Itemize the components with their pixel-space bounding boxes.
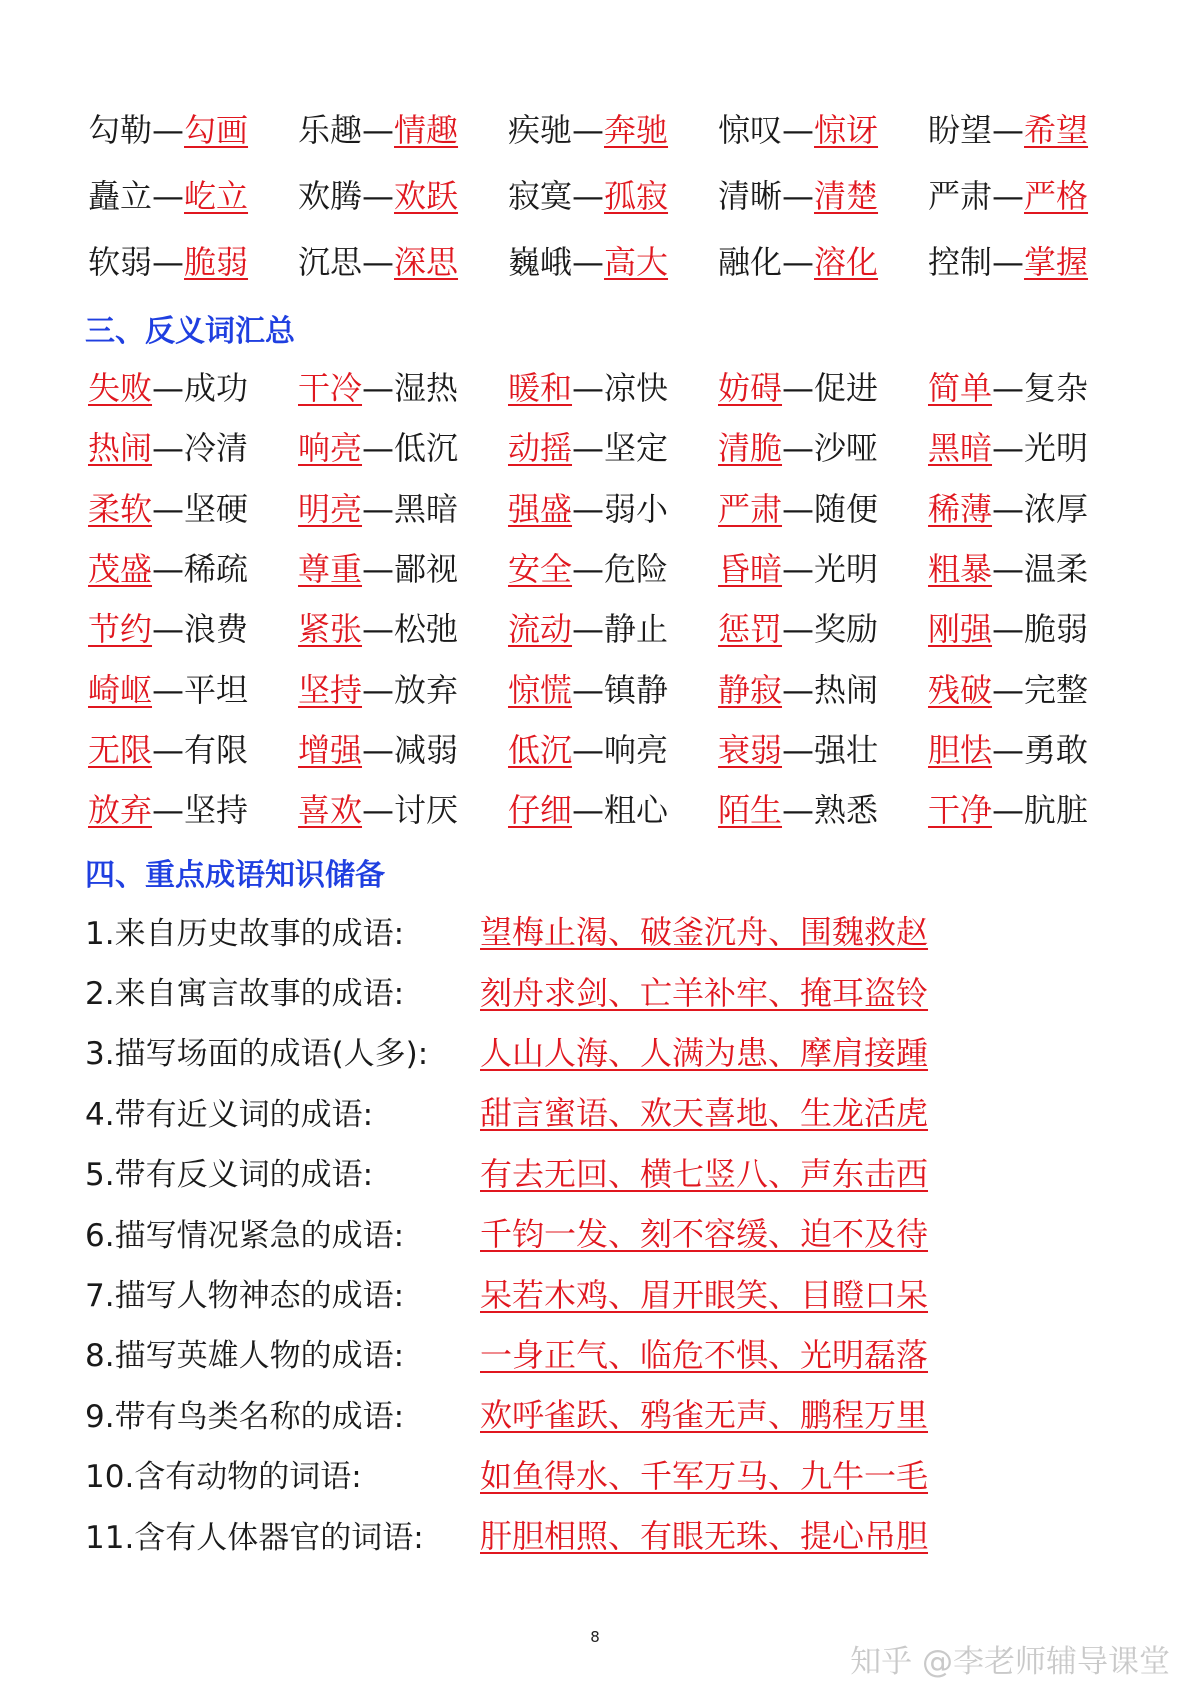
dash: — xyxy=(992,489,1025,528)
antonym-pair xyxy=(508,544,718,590)
idiom-item xyxy=(85,1504,1145,1564)
antonym-word: 坚硬 xyxy=(184,489,249,528)
idiom-category: 4.带有近义词的成语: xyxy=(85,1096,374,1133)
dash: — xyxy=(992,550,1025,589)
antonym-pair xyxy=(718,725,928,771)
idiom-item xyxy=(85,960,1145,1020)
idiom-examples: 人山人海、人满为患、摩肩接踵 xyxy=(480,1033,929,1072)
synonym-word: 高大 xyxy=(604,243,669,281)
word: 无限 xyxy=(88,730,153,769)
dash: — xyxy=(362,243,395,281)
word: 响亮 xyxy=(298,429,363,468)
synonym-pair xyxy=(88,237,298,283)
dash: — xyxy=(782,429,815,468)
antonym-word: 湿热 xyxy=(394,369,459,408)
antonym-pair xyxy=(88,785,298,831)
dash: — xyxy=(572,429,605,468)
word: 胆怯 xyxy=(928,730,993,769)
word: 动摇 xyxy=(508,429,573,468)
antonym-word: 减弱 xyxy=(394,730,459,769)
synonym-pair xyxy=(88,171,298,217)
dash: — xyxy=(782,489,815,528)
antonym-pair xyxy=(928,423,1138,469)
idiom-list xyxy=(85,900,1145,1564)
antonym-pair xyxy=(298,484,508,530)
synonym-pair xyxy=(298,105,508,151)
word: 惊叹 xyxy=(718,111,783,149)
idiom-item xyxy=(85,1202,1145,1262)
antonym-word: 鄙视 xyxy=(394,550,459,589)
synonym-pair xyxy=(298,171,508,217)
synonym-word: 清楚 xyxy=(814,177,879,215)
word: 强盛 xyxy=(508,489,573,528)
antonym-pair xyxy=(928,484,1138,530)
word: 严肃 xyxy=(718,489,783,528)
dash: — xyxy=(572,730,605,769)
synonym-word: 希望 xyxy=(1024,111,1089,149)
idiom-item xyxy=(85,900,1145,960)
word: 放弃 xyxy=(88,791,153,830)
idiom-item xyxy=(85,1444,1145,1504)
word: 衰弱 xyxy=(718,730,783,769)
word: 寂寞 xyxy=(508,177,573,215)
idiom-examples: 刻舟求剑、亡羊补牢、掩耳盗铃 xyxy=(480,973,929,1012)
idiom-category: 9.带有鸟类名称的成语: xyxy=(85,1398,405,1435)
antonym-word: 黑暗 xyxy=(394,489,459,528)
antonym-word: 光明 xyxy=(814,550,879,589)
word: 仔细 xyxy=(508,791,573,830)
antonym-pair xyxy=(928,665,1138,711)
word: 失败 xyxy=(88,369,153,408)
antonym-word: 危险 xyxy=(604,550,669,589)
antonym-word: 强壮 xyxy=(814,730,879,769)
dash: — xyxy=(362,111,395,149)
idiom-category: 5.带有反义词的成语: xyxy=(85,1157,374,1194)
antonym-row xyxy=(88,477,1148,537)
dash: — xyxy=(152,489,185,528)
antonym-pair xyxy=(718,665,928,711)
word: 静寂 xyxy=(718,670,783,709)
antonym-pair xyxy=(298,604,508,650)
synonym-row xyxy=(88,227,1148,293)
antonym-word: 温柔 xyxy=(1024,550,1089,589)
word: 茂盛 xyxy=(88,550,153,589)
word: 节约 xyxy=(88,610,153,649)
word: 控制 xyxy=(928,243,993,281)
word: 干冷 xyxy=(298,369,363,408)
word: 清晰 xyxy=(718,177,783,215)
dash: — xyxy=(362,791,395,830)
dash: — xyxy=(992,243,1025,281)
antonym-row xyxy=(88,537,1148,597)
antonym-word: 坚持 xyxy=(184,791,249,830)
word: 低沉 xyxy=(508,730,573,769)
antonym-pair xyxy=(508,484,718,530)
synonym-pair xyxy=(508,237,718,283)
idiom-item xyxy=(85,1383,1145,1443)
synonym-word: 奔驰 xyxy=(604,111,669,149)
word: 增强 xyxy=(298,730,363,769)
idiom-examples: 欢呼雀跃、鸦雀无声、鹏程万里 xyxy=(480,1396,929,1435)
antonym-row xyxy=(88,597,1148,657)
dash: — xyxy=(992,730,1025,769)
idiom-item xyxy=(85,1262,1145,1322)
synonym-word: 孤寂 xyxy=(604,177,669,215)
dash: — xyxy=(362,670,395,709)
word: 乐趣 xyxy=(298,111,363,149)
antonym-word: 促进 xyxy=(814,369,879,408)
antonym-row xyxy=(88,416,1148,476)
word: 紧张 xyxy=(298,610,363,649)
antonym-pair xyxy=(88,484,298,530)
dash: — xyxy=(572,550,605,589)
antonym-pair xyxy=(508,725,718,771)
synonym-pair xyxy=(88,105,298,151)
word: 崎岖 xyxy=(88,670,153,709)
dash: — xyxy=(572,243,605,281)
synonym-pair xyxy=(298,237,508,283)
word: 粗暴 xyxy=(928,550,993,589)
word: 惊慌 xyxy=(508,670,573,709)
dash: — xyxy=(782,111,815,149)
antonym-word: 松弛 xyxy=(394,610,459,649)
word: 清脆 xyxy=(718,429,783,468)
idiom-category: 10.含有动物的词语: xyxy=(85,1459,362,1496)
synonym-pair xyxy=(928,237,1138,283)
word: 矗立 xyxy=(88,177,153,215)
word: 热闹 xyxy=(88,429,153,468)
synonym-word: 屹立 xyxy=(184,177,249,215)
synonym-grid xyxy=(88,95,1148,293)
antonym-word: 稀疏 xyxy=(184,550,249,589)
synonym-pair xyxy=(508,171,718,217)
idiom-category: 7.描写人物神态的成语: xyxy=(85,1278,405,1315)
word: 暖和 xyxy=(508,369,573,408)
word: 沉思 xyxy=(298,243,363,281)
antonym-word: 镇静 xyxy=(604,670,669,709)
antonym-word: 粗心 xyxy=(604,791,669,830)
antonym-word: 浪费 xyxy=(184,610,249,649)
synonym-word: 欢跃 xyxy=(394,177,459,215)
antonym-word: 放弃 xyxy=(394,670,459,709)
antonym-word: 响亮 xyxy=(604,730,669,769)
antonym-pair xyxy=(88,665,298,711)
antonym-word: 完整 xyxy=(1024,670,1089,709)
dash: — xyxy=(782,670,815,709)
dash: — xyxy=(152,177,185,215)
antonym-pair xyxy=(928,544,1138,590)
antonym-row xyxy=(88,657,1148,717)
dash: — xyxy=(152,243,185,281)
idiom-item xyxy=(85,1142,1145,1202)
antonym-pair xyxy=(718,785,928,831)
synonym-pair xyxy=(718,105,928,151)
antonym-word: 冷清 xyxy=(184,429,249,468)
idiom-item xyxy=(85,1323,1145,1383)
antonym-pair xyxy=(718,423,928,469)
synonym-word: 溶化 xyxy=(814,243,879,281)
watermark: 知乎 @李老师辅导课堂 xyxy=(850,1644,1170,1680)
word: 陌生 xyxy=(718,791,783,830)
synonym-row xyxy=(88,95,1148,161)
antonym-word: 坚定 xyxy=(604,429,669,468)
dash: — xyxy=(362,730,395,769)
antonym-pair xyxy=(508,665,718,711)
antonym-pair xyxy=(88,725,298,771)
dash: — xyxy=(572,177,605,215)
dash: — xyxy=(362,429,395,468)
dash: — xyxy=(992,791,1025,830)
antonym-pair xyxy=(508,423,718,469)
word: 简单 xyxy=(928,369,993,408)
dash: — xyxy=(362,177,395,215)
synonym-word: 脆弱 xyxy=(184,243,249,281)
idiom-category: 11.含有人体器官的词语: xyxy=(85,1519,424,1556)
antonym-word: 弱小 xyxy=(604,489,669,528)
dash: — xyxy=(992,177,1025,215)
word: 融化 xyxy=(718,243,783,281)
idiom-examples: 呆若木鸡、眉开眼笑、目瞪口呆 xyxy=(480,1275,929,1314)
synonym-pair xyxy=(718,171,928,217)
synonym-pair xyxy=(928,105,1138,151)
word: 惩罚 xyxy=(718,610,783,649)
word: 稀薄 xyxy=(928,489,993,528)
antonym-word: 讨厌 xyxy=(394,791,459,830)
antonym-pair xyxy=(298,725,508,771)
word: 残破 xyxy=(928,670,993,709)
dash: — xyxy=(152,791,185,830)
antonym-row xyxy=(88,718,1148,778)
word: 柔软 xyxy=(88,489,153,528)
idiom-examples: 肝胆相照、有眼无珠、提心吊胆 xyxy=(480,1517,929,1556)
synonym-word: 惊讶 xyxy=(814,111,879,149)
antonym-pair xyxy=(508,785,718,831)
section-heading-idioms: 四、重点成语知识储备 xyxy=(85,858,385,893)
antonym-pair xyxy=(298,785,508,831)
dash: — xyxy=(572,111,605,149)
word: 盼望 xyxy=(928,111,993,149)
antonym-pair xyxy=(88,604,298,650)
synonym-pair xyxy=(928,171,1138,217)
dash: — xyxy=(362,369,395,408)
antonym-pair xyxy=(88,363,298,409)
dash: — xyxy=(782,791,815,830)
word: 疾驰 xyxy=(508,111,573,149)
antonym-word: 平坦 xyxy=(184,670,249,709)
synonym-pair xyxy=(508,105,718,151)
antonym-pair xyxy=(508,363,718,409)
idiom-item xyxy=(85,1081,1145,1141)
idiom-item xyxy=(85,1021,1145,1081)
page-number: 8 xyxy=(590,1628,600,1646)
idiom-category: 8.描写英雄人物的成语: xyxy=(85,1338,405,1375)
antonym-word: 勇敢 xyxy=(1024,730,1089,769)
word: 安全 xyxy=(508,550,573,589)
synonym-word: 掌握 xyxy=(1024,243,1089,281)
dash: — xyxy=(572,369,605,408)
antonym-pair xyxy=(88,423,298,469)
dash: — xyxy=(992,670,1025,709)
antonym-word: 有限 xyxy=(184,730,249,769)
synonym-row xyxy=(88,161,1148,227)
antonym-pair xyxy=(928,363,1138,409)
idiom-examples: 千钧一发、刻不容缓、迫不及待 xyxy=(480,1215,929,1254)
word: 坚持 xyxy=(298,670,363,709)
word: 流动 xyxy=(508,610,573,649)
dash: — xyxy=(362,610,395,649)
word: 干净 xyxy=(928,791,993,830)
antonym-word: 光明 xyxy=(1024,429,1089,468)
dash: — xyxy=(152,429,185,468)
dash: — xyxy=(572,610,605,649)
idiom-examples: 有去无回、横七竖八、声东击西 xyxy=(480,1154,929,1193)
synonym-word: 情趣 xyxy=(394,111,459,149)
synonym-word: 严格 xyxy=(1024,177,1089,215)
word: 黑暗 xyxy=(928,429,993,468)
synonym-pair xyxy=(718,237,928,283)
antonym-word: 成功 xyxy=(184,369,249,408)
antonym-word: 熟悉 xyxy=(814,791,879,830)
antonym-pair xyxy=(718,484,928,530)
idiom-category: 2.来自寓言故事的成语: xyxy=(85,976,405,1013)
dash: — xyxy=(362,550,395,589)
synonym-word: 深思 xyxy=(394,243,459,281)
dash: — xyxy=(782,243,815,281)
antonym-pair xyxy=(718,604,928,650)
dash: — xyxy=(362,489,395,528)
idiom-category: 3.描写场面的成语(人多): xyxy=(85,1036,429,1073)
idiom-examples: 一身正气、临危不惧、光明磊落 xyxy=(480,1335,929,1374)
antonym-pair xyxy=(88,544,298,590)
idiom-examples: 如鱼得水、千军万马、九牛一毛 xyxy=(480,1456,929,1495)
word: 勾勒 xyxy=(88,111,153,149)
word: 刚强 xyxy=(928,610,993,649)
word: 明亮 xyxy=(298,489,363,528)
antonym-word: 热闹 xyxy=(814,670,879,709)
dash: — xyxy=(782,177,815,215)
word: 欢腾 xyxy=(298,177,363,215)
dash: — xyxy=(152,610,185,649)
dash: — xyxy=(152,111,185,149)
word: 尊重 xyxy=(298,550,363,589)
antonym-pair xyxy=(298,544,508,590)
antonym-row xyxy=(88,778,1148,838)
word: 严肃 xyxy=(928,177,993,215)
idiom-category: 1.来自历史故事的成语: xyxy=(85,915,405,952)
antonym-row xyxy=(88,356,1148,416)
dash: — xyxy=(152,550,185,589)
word: 软弱 xyxy=(88,243,153,281)
antonym-pair xyxy=(718,363,928,409)
antonym-pair xyxy=(928,785,1138,831)
antonym-word: 随便 xyxy=(814,489,879,528)
idiom-category: 6.描写情况紧急的成语: xyxy=(85,1217,405,1254)
antonym-pair xyxy=(508,604,718,650)
dash: — xyxy=(992,610,1025,649)
dash: — xyxy=(782,369,815,408)
antonym-word: 凉快 xyxy=(604,369,669,408)
antonym-pair xyxy=(928,725,1138,771)
dash: — xyxy=(152,730,185,769)
antonym-word: 脆弱 xyxy=(1024,610,1089,649)
dash: — xyxy=(992,369,1025,408)
synonym-word: 勾画 xyxy=(184,111,249,149)
antonym-pair xyxy=(298,423,508,469)
antonym-pair xyxy=(718,544,928,590)
antonym-pair xyxy=(298,665,508,711)
dash: — xyxy=(152,670,185,709)
antonym-word: 肮脏 xyxy=(1024,791,1089,830)
dash: — xyxy=(152,369,185,408)
antonym-word: 奖励 xyxy=(814,610,879,649)
antonym-pair xyxy=(298,363,508,409)
antonym-pair xyxy=(928,604,1138,650)
dash: — xyxy=(572,670,605,709)
antonym-word: 低沉 xyxy=(394,429,459,468)
dash: — xyxy=(992,111,1025,149)
dash: — xyxy=(782,730,815,769)
antonym-word: 静止 xyxy=(604,610,669,649)
dash: — xyxy=(992,429,1025,468)
antonym-word: 沙哑 xyxy=(814,429,879,468)
antonym-grid xyxy=(88,356,1148,838)
antonym-word: 复杂 xyxy=(1024,369,1089,408)
word: 昏暗 xyxy=(718,550,783,589)
idiom-examples: 望梅止渴、破釜沉舟、围魏救赵 xyxy=(480,913,929,952)
word: 喜欢 xyxy=(298,791,363,830)
word: 妨碍 xyxy=(718,369,783,408)
dash: — xyxy=(782,610,815,649)
idiom-examples: 甜言蜜语、欢天喜地、生龙活虎 xyxy=(480,1094,929,1133)
section-heading-antonyms: 三、反义词汇总 xyxy=(85,314,295,349)
dash: — xyxy=(782,550,815,589)
dash: — xyxy=(572,489,605,528)
word: 巍峨 xyxy=(508,243,573,281)
antonym-word: 浓厚 xyxy=(1024,489,1089,528)
dash: — xyxy=(572,791,605,830)
